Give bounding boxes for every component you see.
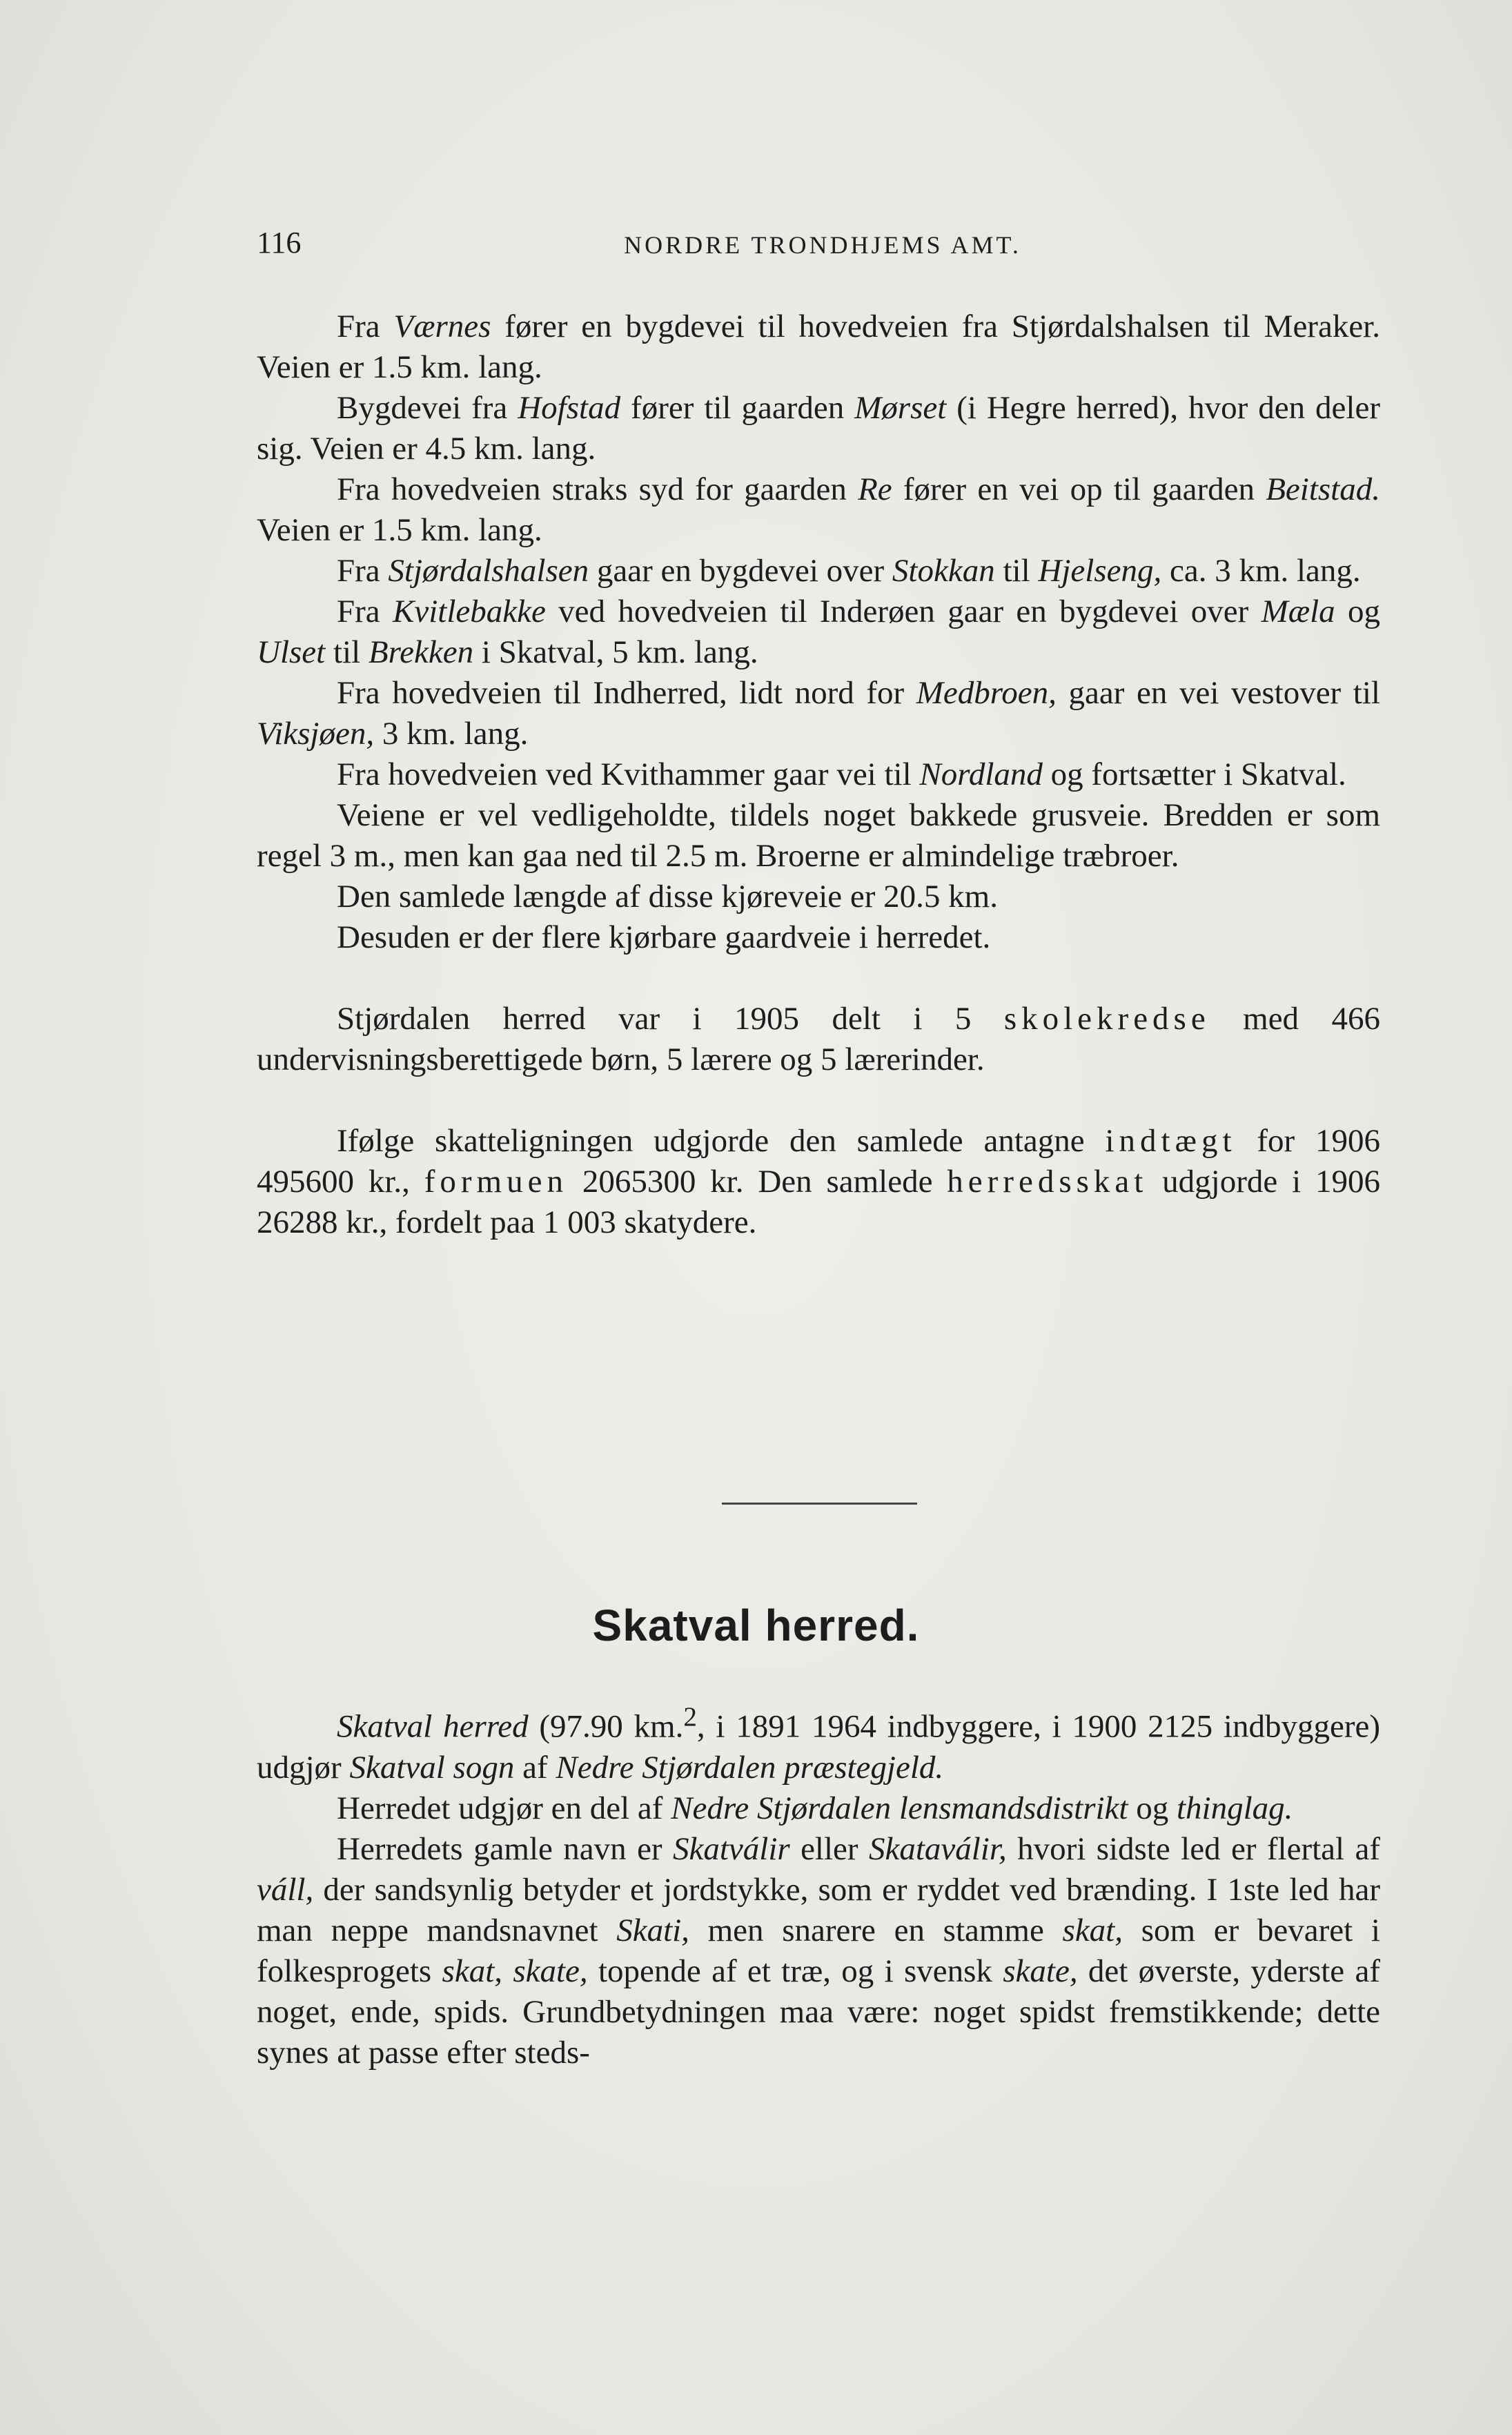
superscript: 2	[683, 1702, 697, 1732]
term: Skati,	[616, 1912, 689, 1948]
place-name: Medbroen,	[916, 675, 1057, 711]
paragraph-vaernes: Fra Værnes fører en bygdevei til hovedveien fra Stjørdalshalsen til Meraker. Veien er 1.5 km. lang.	[257, 309, 1380, 385]
road-description-block	[257, 306, 1380, 1243]
term: Skataválir,	[868, 1830, 1007, 1867]
spaced-term: skolekredse	[1003, 1001, 1210, 1037]
place-name: Mørset	[854, 390, 947, 426]
paragraph-etymology: Herredets gamle navn er Skatválir eller Skataválir, hvori sidste led er flertal af váll, der sandsynlig betyder et jordstykke, som er ryddet ved brænding. I 1ste led har man neppe mandsnavnet Skati, men snarere en stamme skat, som er bevaret i folkesprogets skat, skate, topende af et træ, og i svensk skate, det øverste, yderste af noget, ende, spids. Grundbetydningen maa være: noget spidst fremstikkende; dette synes at passe efter steds-	[257, 1830, 1380, 2071]
paragraph-total-length: Den samlede længde af disse kjøreveie er 20.5 km.	[337, 879, 998, 915]
place-name: Mæla	[1261, 594, 1335, 629]
running-title: NORDRE TRONDHJEMS AMT.	[624, 231, 1021, 259]
skatval-description-block	[257, 1696, 1380, 2073]
term: Skatválir	[672, 1830, 790, 1867]
paragraph-hofstad: Bygdevei fra Hofstad fører til gaarden Mørset (i Hegre herred), hvor den deler sig. Veien er 4.5 km. lang.	[257, 390, 1380, 467]
place-name: Skatval herred	[337, 1708, 529, 1745]
term: skat, skate,	[442, 1953, 588, 1989]
place-name: Brekken	[368, 634, 474, 670]
paragraph-taxes: Ifølge skatteligningen udgjorde den samlede antagne indtægt for 1906 495600 kr., formuen 2065300 kr. Den samlede herredsskat udgjorde i 1906 26288 kr., fordelt paa 1 003 skatydere.	[257, 1123, 1380, 1240]
term: váll,	[257, 1871, 314, 1908]
section-title: Skatval herred.	[592, 1601, 920, 1650]
paragraph-area-population: Skatval herred (97.90 km.$^2$, i 1891 1964 indbyggere, i 1900 2125 indbyggere) udgjør Skatval sogn af Nedre Stjørdalen præstegjeld.	[257, 1702, 1380, 1786]
place-name: thinglag.	[1176, 1790, 1293, 1826]
place-name: Stjørdalshalsen	[388, 553, 589, 589]
paragraph-stjordalshalsen: Fra Stjørdalshalsen gaar en bygdevei over Stokkan til Hjelseng, ca. 3 km. lang.	[337, 553, 1361, 589]
paragraph-kvitlebakke: Fra Kvitlebakke ved hovedveien til Inderøen gaar en bygdevei over Mæla og Ulset til Brekken i Skatval, 5 km. lang.	[257, 594, 1381, 670]
page-number: 116	[257, 226, 302, 260]
place-name: Nedre Stjørdalen lensmandsdistrikt	[671, 1790, 1128, 1826]
term: skat,	[1062, 1912, 1123, 1948]
place-name: Kvitlebakke	[393, 594, 546, 629]
place-name: Nedre Stjørdalen præstegjeld.	[556, 1749, 944, 1786]
spacer	[257, 1080, 1380, 1121]
place-name: Nordland	[919, 756, 1043, 792]
place-name: Viksjøen,	[257, 716, 375, 752]
paragraph-schools: Stjørdalen herred var i 1905 delt i 5 skolekredse med 466 undervisningsberettigede børn, 5 lærere og 5 lærerinder.	[257, 1001, 1380, 1077]
place-name: Re	[858, 471, 892, 507]
spaced-term: indtægt	[1105, 1123, 1237, 1159]
paragraph-district: Herredet udgjør en del af Nedre Stjørdalen lensmandsdistrikt og thinglag.	[337, 1790, 1293, 1826]
place-name: Værnes	[393, 309, 491, 344]
paragraph-farm-roads: Desuden er der flere kjørbare gaardveie i herredet.	[337, 919, 991, 955]
place-name: Stokkan	[892, 553, 995, 589]
place-name: Beitstad.	[1266, 471, 1380, 507]
section-divider	[722, 1503, 917, 1505]
paragraph-kvithammer: Fra hovedveien ved Kvithammer gaar vei til Nordland og fortsætter i Skatval.	[337, 756, 1346, 792]
place-name: Ulset	[257, 634, 326, 670]
place-name: Skatval sogn	[349, 1749, 515, 1786]
spaced-term: herredsskat	[947, 1164, 1148, 1200]
paragraph-road-condition: Veiene er vel vedligeholdte, tildels noget bakkede grusveie. Bredden er som regel 3 m., men kan gaa ned til 2.5 m. Broerne er almindelige træbroer.	[257, 797, 1380, 874]
paragraph-medbroen: Fra hovedveien til Indherred, lidt nord for Medbroen, gaar en vei vestover til Viksjøen, 3 km. lang.	[257, 675, 1380, 752]
paragraph-re: Fra hovedveien straks syd for gaarden Re fører en vei op til gaarden Beitstad. Veien er 1.5 km. lang.	[257, 471, 1380, 548]
spaced-term: formuen	[424, 1164, 568, 1200]
place-name: Hofstad	[518, 390, 621, 426]
spacer	[257, 958, 1380, 999]
place-name: Hjelseng,	[1038, 553, 1162, 589]
term: skate,	[1003, 1953, 1078, 1989]
page-header	[257, 225, 1388, 266]
